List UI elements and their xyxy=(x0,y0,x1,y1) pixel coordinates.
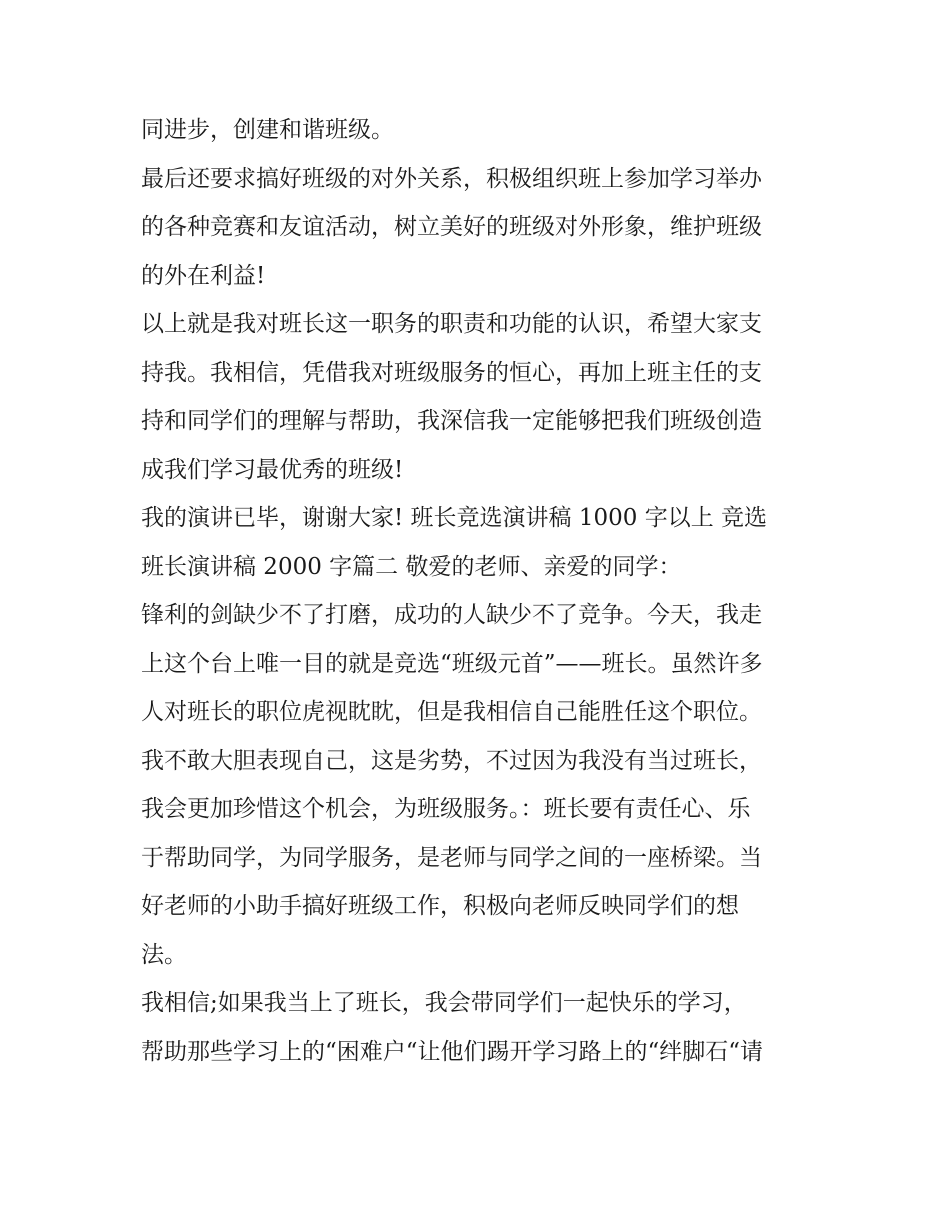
text-line: 上这个台上唯一目的就是竞选“班级元首”——班长。虽然许多 xyxy=(141,650,763,677)
text-line: 持和同学们的理解与帮助，我深信我一定能够把我们班级创造 xyxy=(141,408,762,434)
text-line: 持我。我相信，凭借我对班级服务的恒心，再加上班主任的支 xyxy=(141,359,762,386)
text-line: 人对班长的职位虎视眈眈，但是我相信自己能胜任这个职位。 xyxy=(141,699,762,725)
text-line: 我的演讲已毕，谢谢大家! 班长竞选演讲稿 1000 字以上 竞选 xyxy=(141,505,768,531)
text-line: 成我们学习最优秀的班级! xyxy=(141,456,404,483)
text-line: 班长演讲稿 2000 字篇二 敬爱的老师、亲爱的同学： xyxy=(141,553,682,580)
text-line: 我相信;如果我当上了班长，我会带同学们一起快乐的学习， xyxy=(141,990,747,1016)
text-line: 我会更加珍惜这个机会，为班级服务。：班长要有责任心、乐 xyxy=(141,796,751,822)
text-line: 以上就是我对班长这一职务的职责和功能的认识，希望大家支 xyxy=(141,311,762,337)
text-line: 好老师的小助手搞好班级工作，积极向老师反映同学们的想 xyxy=(141,893,739,919)
text-line: 帮助那些学习上的“困难户“让他们踢开学习路上的“绊脚石“请 xyxy=(141,1038,764,1065)
text-line: 的外在利益! xyxy=(141,262,266,289)
text-line: 最后还要求搞好班级的对外关系，积极组织班上参加学习举办 xyxy=(141,165,762,192)
text-line: 我不敢大胆表现自己，这是劣势，不过因为我没有当过班长， xyxy=(141,747,762,774)
document-body xyxy=(141,106,821,1076)
text-line: 锋利的剑缺少不了打磨，成功的人缺少不了竞争。今天，我走 xyxy=(141,602,762,628)
text-line: 于帮助同学，为同学服务，是老师与同学之间的一座桥梁。当 xyxy=(141,844,762,871)
text-line: 的各种竞赛和友谊活动，树立美好的班级对外形象，维护班级 xyxy=(141,214,762,240)
text-line: 法。 xyxy=(141,941,187,968)
text-line: 同进步，创建和谐班级。 xyxy=(141,117,394,143)
